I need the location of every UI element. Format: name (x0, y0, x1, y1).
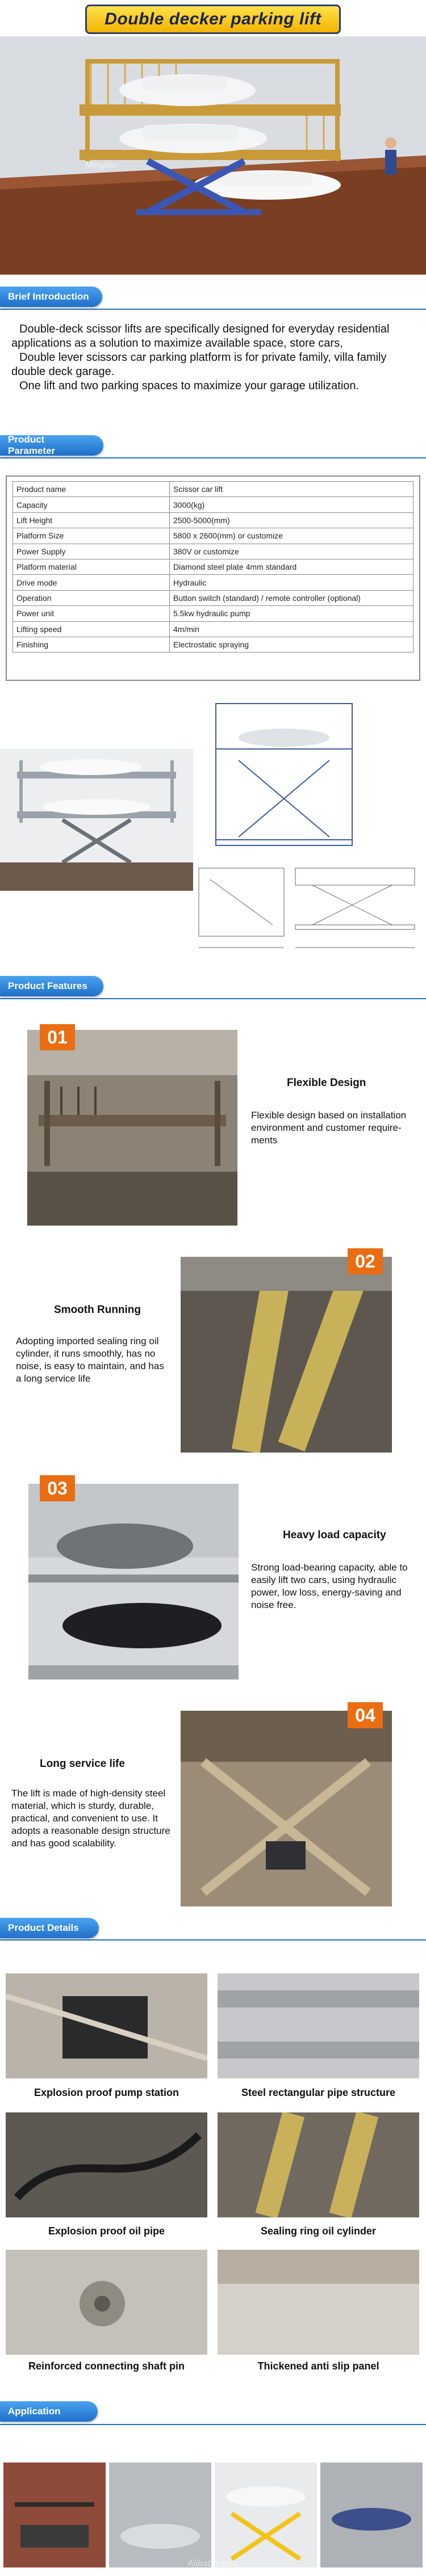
param-value: 5.5kw hydraulic pump (170, 606, 414, 621)
table-row (13, 606, 414, 621)
section-header-label: Application (8, 2406, 61, 2417)
feature-number-badge: 02 (348, 1248, 383, 1274)
section-header-product-parameter (0, 435, 103, 456)
table-row (13, 512, 414, 528)
feature-title: Smooth Running (54, 1304, 141, 1316)
feature-image-heavy-load (28, 1484, 239, 1680)
param-value: Scissor car lift (170, 482, 414, 497)
feature-title: Heavy load capacity (283, 1529, 386, 1541)
param-name: Power unit (13, 606, 170, 621)
application-photo (109, 2463, 211, 2567)
feature-text: Flexible design based on installation environment and customer require-ments (251, 1110, 407, 1146)
application-image (215, 2463, 317, 2567)
detail-image (6, 1973, 207, 2078)
feature-title: Flexible Design (287, 1077, 366, 1089)
application-photo (3, 2463, 106, 2567)
table-row (13, 544, 414, 559)
param-value: 4m/min (170, 621, 414, 637)
page-title-banner (85, 5, 341, 34)
param-value: 3000(kg) (170, 497, 414, 512)
feature-text: The lift is made of high-density steel material, which is sturdy, durable, practical, and convenient to use. It adopts a reasonable design structure and has good scalability. (11, 1788, 170, 1849)
application-image (320, 2463, 423, 2567)
feature-photo (27, 1030, 237, 1226)
intro-text (11, 322, 417, 393)
feature-number-badge: 04 (348, 1702, 383, 1728)
param-name: Power Supply (13, 544, 170, 559)
feature-image-smooth-running (181, 1257, 392, 1453)
detail-image (218, 2250, 419, 2355)
param-name: Drive mode (13, 575, 170, 590)
table-row (13, 637, 414, 652)
application-photo (320, 2463, 423, 2567)
technical-drawing-illustration (193, 698, 426, 965)
application-photo (215, 2463, 317, 2567)
table-row (13, 621, 414, 637)
table-row (13, 590, 414, 605)
hero-lift-illustration (0, 36, 426, 275)
feature-text: Strong load-bearing capacity, able to easily lift two cars, using hydraulic power, low loss, energy-saving and noise free. (251, 1562, 408, 1610)
feature-photo (181, 1711, 392, 1906)
detail-photo (6, 1973, 207, 2078)
param-name: Operation (13, 590, 170, 605)
detail-caption: Steel rectangular pipe structure (241, 2087, 396, 2098)
detail-image (218, 2112, 419, 2217)
detail-photo (218, 2112, 419, 2217)
intro-paragraph: Double lever scissors car parking platform is for private family, villa family double deck garage. (11, 351, 387, 378)
param-name: Platform Size (13, 528, 170, 544)
section-divider (0, 1939, 426, 1941)
detail-caption: Thickened anti slip panel (257, 2360, 379, 2372)
product-render-image (0, 749, 193, 891)
section-header-label: Product Parameter (8, 434, 56, 456)
param-value: 5800 x 2600(mm) or customize (170, 528, 414, 544)
section-header-product-features (0, 976, 103, 996)
feature-image-long-service-life (181, 1711, 392, 1906)
feature-number-badge: 01 (40, 1024, 75, 1050)
param-name: Lifting speed (13, 621, 170, 637)
table-row (13, 497, 414, 512)
param-name: Capacity (13, 497, 170, 512)
hero-watermark: Mingtec (85, 161, 118, 170)
param-name: Product name (13, 482, 170, 497)
detail-caption: Sealing ring oil cylinder (260, 2225, 377, 2237)
section-divider (0, 457, 426, 458)
detail-caption: Explosion proof pump station (34, 2087, 179, 2098)
feature-text: Adopting imported sealing ring oil cylinder, it runs smoothly, has no noise, is easy to maintain, and has a long service life (16, 1336, 164, 1384)
parameter-table (12, 481, 414, 653)
application-image (109, 2463, 211, 2567)
detail-image (6, 2250, 207, 2355)
page-title: Double decker parking lift (105, 10, 321, 28)
detail-photo (6, 2112, 207, 2217)
section-divider (0, 309, 426, 310)
table-row (13, 482, 414, 497)
table-row (13, 575, 414, 590)
section-header-product-details (0, 1918, 99, 1938)
feature-photo (28, 1484, 239, 1680)
section-divider (0, 998, 426, 999)
param-value: 380V or customize (170, 544, 414, 559)
application-image (3, 2463, 106, 2567)
feature-image-flexible-design (27, 1030, 237, 1226)
detail-caption: Explosion proof oil pipe (48, 2225, 165, 2237)
detail-photo (218, 1973, 419, 2078)
param-name: Platform material (13, 559, 170, 574)
detail-photo (218, 2250, 419, 2355)
detail-image (6, 2112, 207, 2217)
table-row (13, 528, 414, 544)
section-header-label: Brief Introduction (8, 291, 89, 302)
detail-photo (6, 2250, 207, 2355)
param-value: Diamond steel plate 4mm standard (170, 559, 414, 574)
param-value: Button switch (standard) / remote controller (optional) (170, 590, 414, 605)
param-value: 2500-5000(mm) (170, 512, 414, 528)
param-value: Electrostatic spraying (170, 637, 414, 652)
parameter-table-frame (6, 475, 420, 681)
detail-caption: Reinforced connecting shaft pin (28, 2360, 185, 2372)
detail-image (218, 1973, 419, 2078)
feature-number-badge: 03 (40, 1475, 75, 1501)
intro-paragraph: Double-deck scissor lifts are specifically designed for everyday residential applications as a solution to maximize available space, store cars, (11, 323, 390, 350)
technical-drawing (193, 698, 426, 965)
feature-title: Long service life (40, 1758, 125, 1770)
section-header-application (0, 2401, 98, 2422)
param-name: Finishing (13, 637, 170, 652)
intro-paragraph: One lift and two parking spaces to maximize your garage utilization. (19, 380, 360, 392)
param-name: Lift Height (13, 512, 170, 528)
feature-photo (181, 1257, 392, 1453)
section-header-brief-intro (0, 287, 102, 307)
product-render-illustration (0, 749, 193, 891)
hero-image (0, 36, 426, 275)
site-watermark: Alibaba.com (187, 2559, 238, 2569)
section-header-label: Product Features (8, 980, 87, 991)
section-header-label: Product Details (8, 1922, 79, 1933)
table-row (13, 559, 414, 574)
section-divider (0, 2424, 426, 2425)
param-value: Hydraulic (170, 575, 414, 590)
